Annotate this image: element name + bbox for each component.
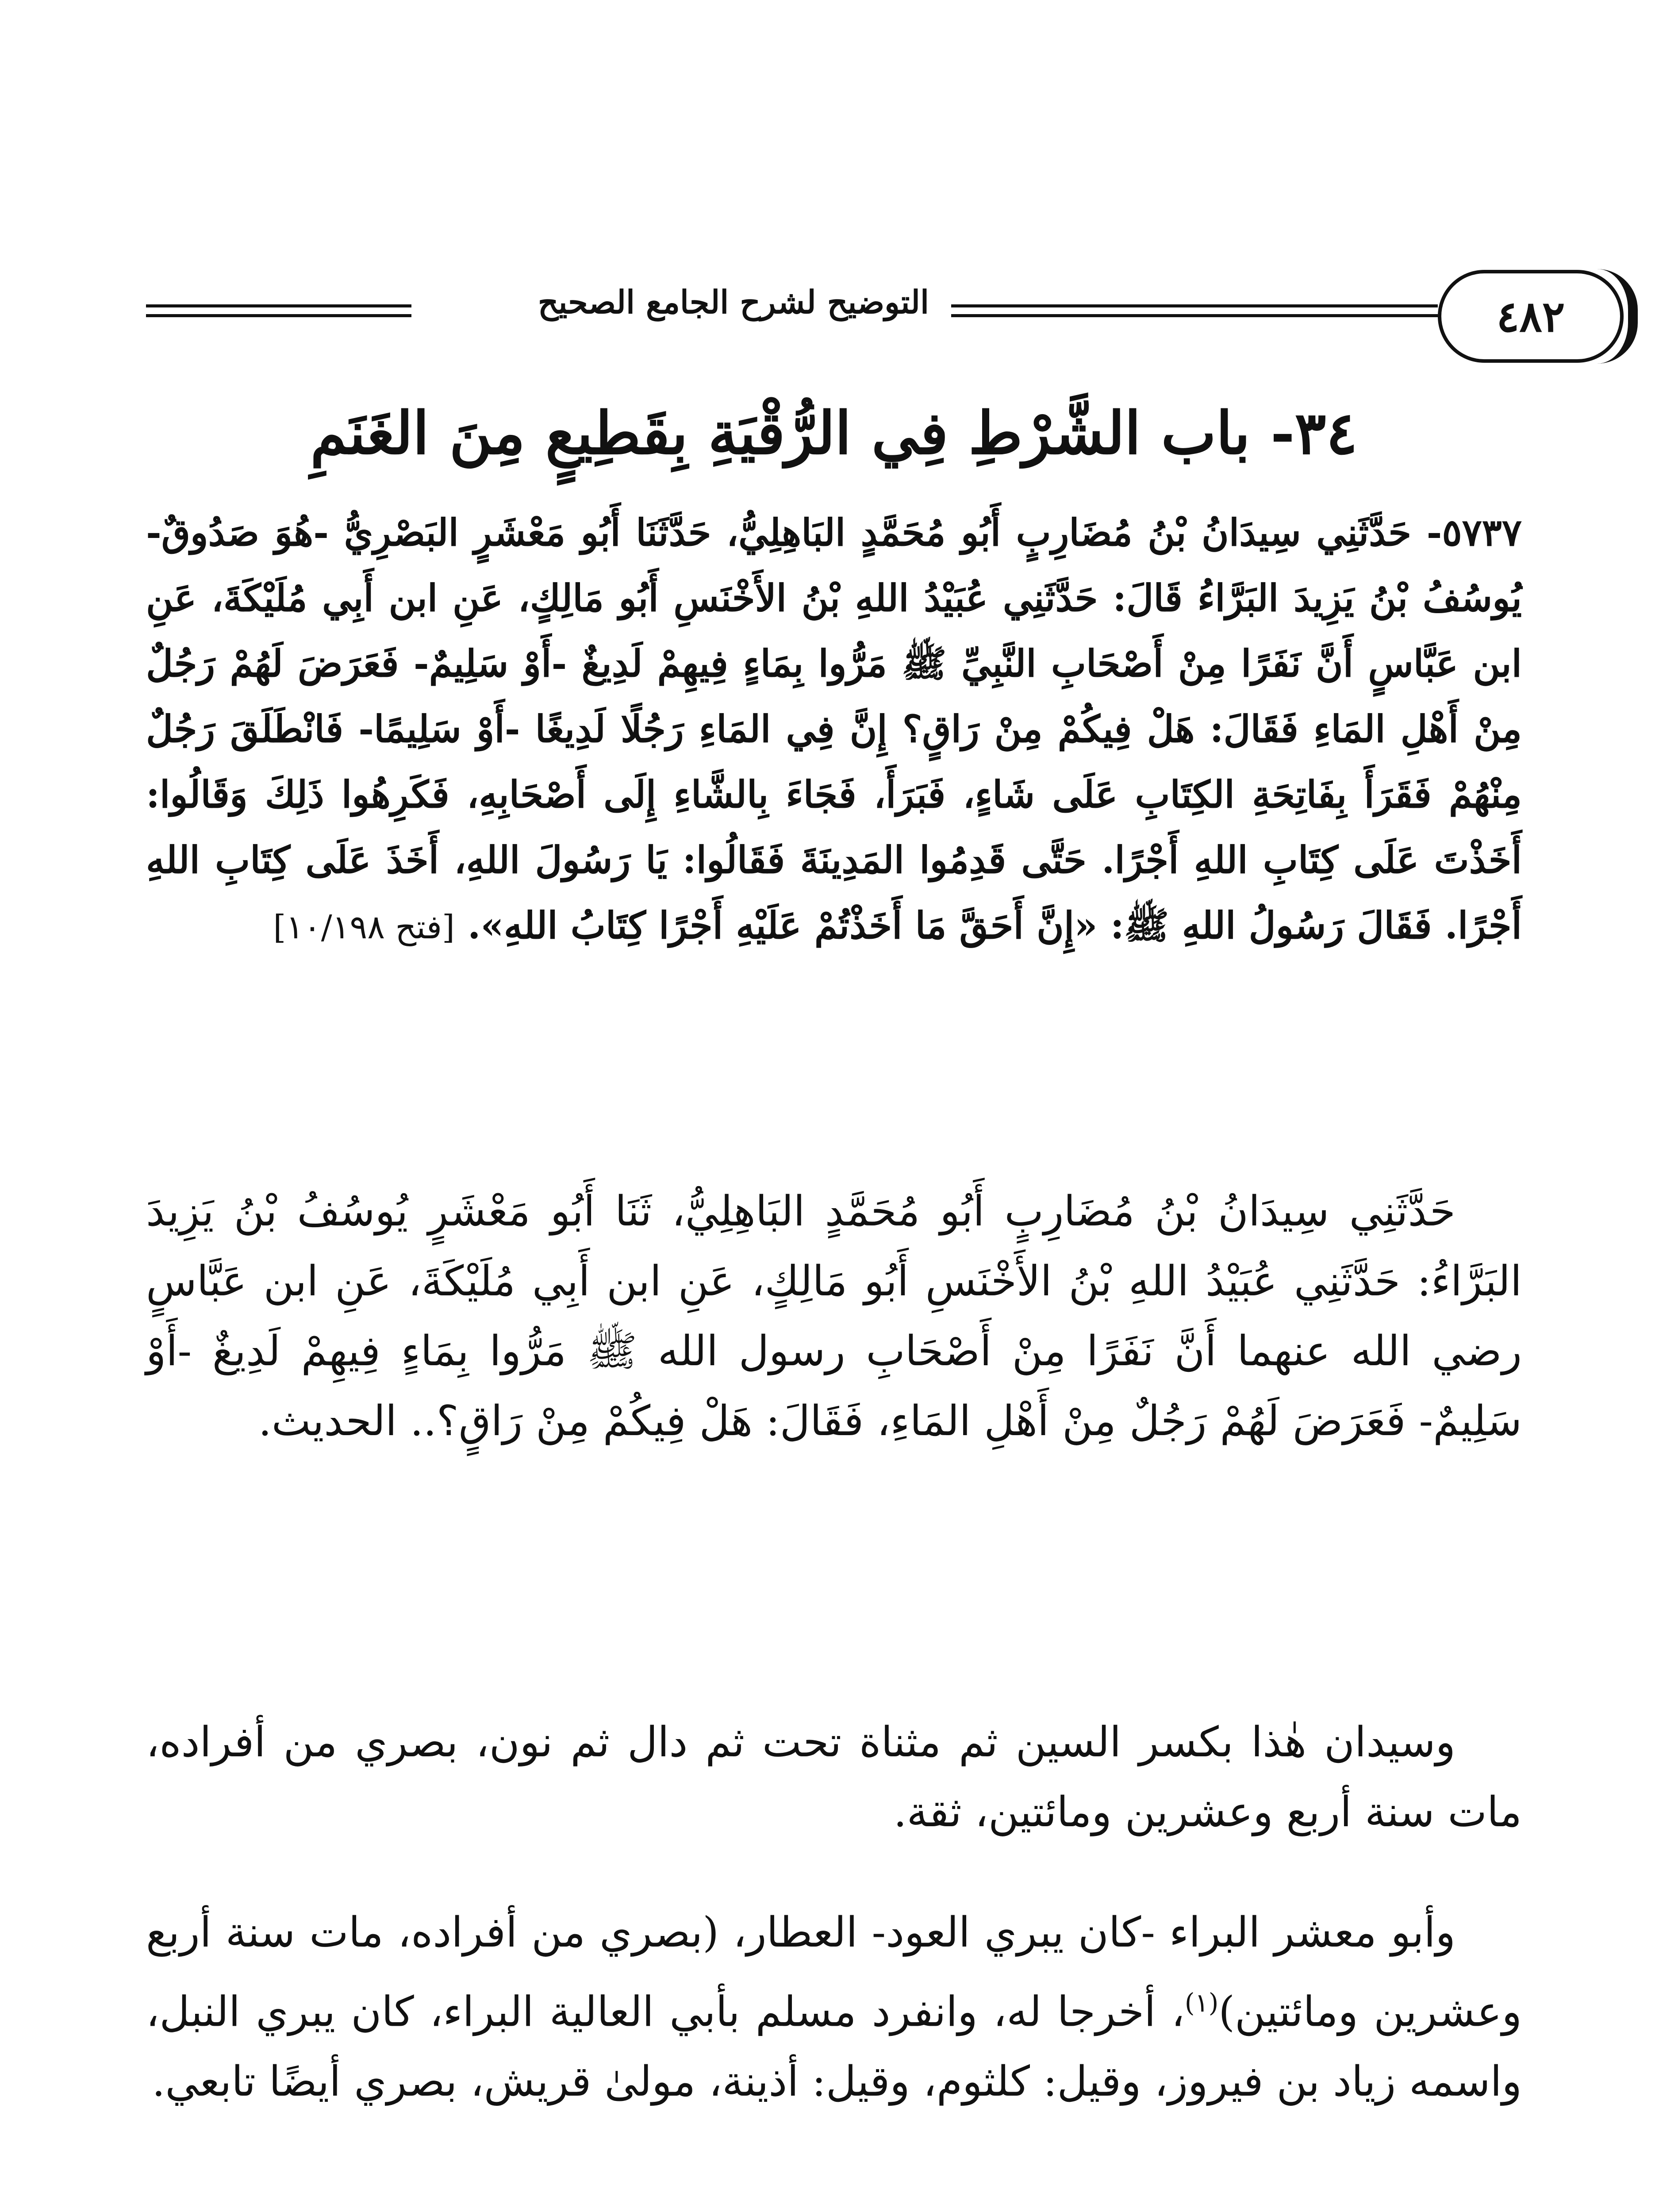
hadith-text [146, 500, 1522, 960]
hadith-body: ٥٧٣٧- حَدَّثَنِي سِيدَانُ بْنُ مُضَارِبٍ أَبُو مُحَمَّدٍ البَاهِلِيُّ، حَدَّثَنَا أَبُو مَعْشَرٍ البَصْرِيُّ -هُوَ صَدُوقٌ- يُوسُفُ بْنُ يَزِيدَ البَرَّاءُ قَالَ: حَدَّثَنِي عُبَيْدُ اللهِ بْنُ الأَخْنَسِ أَبُو مَالِكٍ، عَنِ ابن أَبِي مُلَيْكَةَ، عَنِ ابن عَبَّاسٍ أَنَّ نَفَرًا مِنْ أَصْحَابِ النَّبِيِّ ﷺ مَرُّوا بِمَاءٍ فِيهِمْ لَدِيغٌ -أَوْ سَلِيمٌ- فَعَرَضَ لَهُمْ رَجُلٌ مِنْ أَهْلِ المَاءِ فَقَالَ: هَلْ فِيكُمْ مِنْ رَاقٍ؟ إِنَّ فِي المَاءِ رَجُلًا لَدِيغًا -أَوْ سَلِيمًا- فَانْطَلَقَ رَجُلٌ مِنْهُمْ فَقَرَأَ بِفَاتِحَةِ الكِتَابِ عَلَى شَاءٍ، فَبَرَأَ، فَجَاءَ بِالشَّاءِ إِلَى أَصْحَابِهِ، فَكَرِهُوا ذَلِكَ وَقَالُوا: أَخَذْتَ عَلَى كِتَابِ اللهِ أَجْرًا. حَتَّى قَدِمُوا المَدِينَةَ فَقَالُوا: يَا رَسُولَ اللهِ، أَخَذَ عَلَى كِتَابِ اللهِ أَجْرًا. فَقَالَ رَسُولُ اللهِ ﷺ: «إِنَّ أَحَقَّ مَا أَخَذْتُمْ عَلَيْهِ أَجْرًا كِتَابُ اللهِ». [146, 511, 1522, 947]
book-title: التوضيح لشرح الجامع الصحيح [538, 283, 929, 321]
footnote-marker: (١) [1184, 1988, 1219, 2018]
header-rule-left-top [146, 304, 411, 307]
commentary-paragraph-1: حَدَّثَنِي سِيدَانُ بْنُ مُضَارِبٍ أَبُو مُحَمَّدٍ البَاهِلِيُّ، ثَنَا أَبُو مَعْشَرٍ يُوسُفُ بْنُ يَزِيدَ البَرَّاءُ: حَدَّثَنِي عُبَيْدُ اللهِ بْنُ الأَخْنَسِ أَبُو مَالِكٍ، عَنِ ابن أَبِي مُلَيْكَةَ، عَنِ ابن عَبَّاسٍ رضي الله عنهما أَنَّ نَفَرًا مِنْ أَصْحَابِ رسول الله ﷺ مَرُّوا بِمَاءٍ فِيهِمْ لَدِيغٌ -أَوْ سَلِيمٌ- فَعَرَضَ لَهُمْ رَجُلٌ مِنْ أَهْلِ المَاءِ، فَقَالَ: هَلْ فِيكُمْ مِنْ رَاقٍ؟.. الحديث. [146, 1187, 1522, 1445]
page-number-badge [1438, 270, 1624, 363]
commentary-p3-part-2: ، أخرجا له، وانفرد مسلم بأبي العالية البراء، كان يبري النبل، واسمه زياد بن فيروز، وقيل: كلثوم، وقيل: أذينة، مولىٰ قريش، بصري أيضًا تابعي. [146, 1988, 1522, 2106]
running-header [146, 270, 1565, 372]
header-rule-right-top [951, 304, 1438, 307]
hadith-reference: [فتح ١٠/١٩٨] [273, 908, 455, 946]
header-rule-left-bottom [146, 314, 411, 317]
commentary-paragraph-3 [146, 1898, 1522, 2117]
commentary-p3-part-1: وأبو معشر البراء -كان يبري العود- العطار، (بصري من أفراده، مات سنة أربع وعشرين ومائتين) [146, 1909, 1522, 2036]
commentary-paragraph-2: وسيدان هٰذا بكسر السين ثم مثناة تحت ثم دال ثم نون، بصري من أفراده، مات سنة أربع وعشرين ومائتين، ثقة. [146, 1718, 1522, 1836]
chapter-title: ٣٤- باب الشَّرْطِ فِي الرُّقْيَةِ بِقَطِيعٍ مِنَ الغَنَمِ [310, 399, 1358, 468]
page-number: ٤٨٢ [1496, 291, 1565, 342]
header-rule-right-bottom [951, 314, 1438, 317]
